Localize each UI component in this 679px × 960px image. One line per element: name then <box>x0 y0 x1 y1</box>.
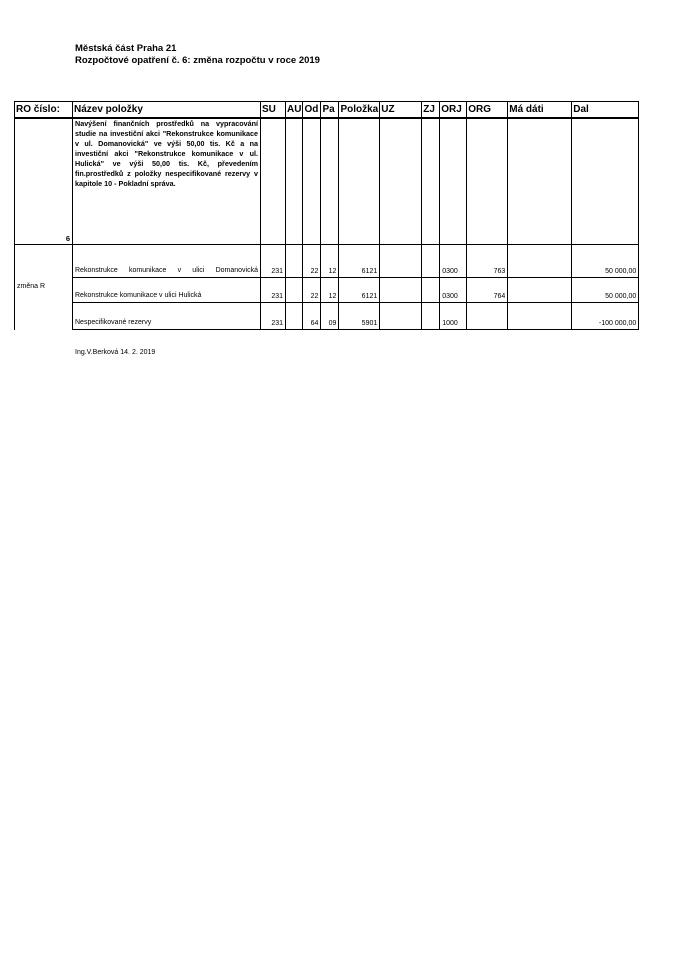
dal-value: -100 000,00 <box>572 303 639 330</box>
document-title: Rozpočtové opatření č. 6: změna rozpočtu v roce 2019 <box>75 55 320 66</box>
table-header-row <box>15 102 639 118</box>
item-name: Rekonstrukce komunikace v ulici Hulická <box>73 278 261 303</box>
table-row <box>15 303 639 330</box>
signature-date: Ing.V.Berková 14. 2. 2019 <box>75 349 156 356</box>
col-su: SU <box>261 102 286 118</box>
zj-value <box>422 303 440 330</box>
dal-value: 50 000,00 <box>572 245 639 278</box>
su-value: 231 <box>261 278 286 303</box>
col-orj: ORJ <box>440 102 467 118</box>
org-value <box>467 303 508 330</box>
ma-dati-value <box>508 278 572 303</box>
uz-value <box>380 303 422 330</box>
municipality-title: Městská část Praha 21 <box>75 43 177 54</box>
pa-value: 09 <box>321 303 339 330</box>
uz-value <box>380 245 422 278</box>
zj-value <box>422 245 440 278</box>
col-od: Od <box>303 102 321 118</box>
col-dal: Dal <box>572 102 639 118</box>
ro-number: 6 <box>15 118 73 245</box>
ma-dati-value <box>508 303 572 330</box>
col-item-name: Název položky <box>73 102 261 118</box>
budget-table <box>14 101 639 330</box>
col-pa: Pa <box>321 102 339 118</box>
polozka-value: 6121 <box>339 245 380 278</box>
od-value: 64 <box>303 303 321 330</box>
item-name: Rekonstrukce komunikace v ulici Domanovická <box>73 245 261 278</box>
orj-value: 0300 <box>440 245 467 278</box>
col-polozka: Položka <box>339 102 380 118</box>
measure-description: Navýšení finančních prostředků na vypracování studie na investiční akci "Rekonstrukce komunikace v ul. Domanovická" ve výši 50,00 tis. Kč a na investiční akci "Rekonstrukce komunikace v ul. Hulická" ve výši 50,00 tis. Kč, převedením fin.prostředků z položky nespecifikované rezervy v kapitole 10 - Pokladní správa. <box>73 118 261 245</box>
col-org: ORG <box>467 102 508 118</box>
table-row <box>15 278 639 303</box>
orj-value: 1000 <box>440 303 467 330</box>
od-value: 22 <box>303 278 321 303</box>
polozka-value: 6121 <box>339 278 380 303</box>
su-value: 231 <box>261 303 286 330</box>
col-zj: ZJ <box>422 102 440 118</box>
polozka-value: 5901 <box>339 303 380 330</box>
au-value <box>286 303 303 330</box>
dal-value: 50 000,00 <box>572 278 639 303</box>
au-value <box>286 278 303 303</box>
col-ro-number: RO číslo: <box>15 102 73 118</box>
pa-value: 12 <box>321 245 339 278</box>
ma-dati-value <box>508 245 572 278</box>
orj-value: 0300 <box>440 278 467 303</box>
au-value <box>286 245 303 278</box>
document-header <box>75 43 320 67</box>
od-value: 22 <box>303 245 321 278</box>
col-ma-dati: Má dáti <box>508 102 572 118</box>
description-row <box>15 118 639 245</box>
col-uz: UZ <box>380 102 422 118</box>
change-label: změna R <box>15 245 73 330</box>
su-value: 231 <box>261 245 286 278</box>
org-value: 764 <box>467 278 508 303</box>
col-au: AU <box>286 102 303 118</box>
uz-value <box>380 278 422 303</box>
table-row <box>15 245 639 278</box>
pa-value: 12 <box>321 278 339 303</box>
org-value: 763 <box>467 245 508 278</box>
item-name: Nespecifikované rezervy <box>73 303 261 330</box>
zj-value <box>422 278 440 303</box>
